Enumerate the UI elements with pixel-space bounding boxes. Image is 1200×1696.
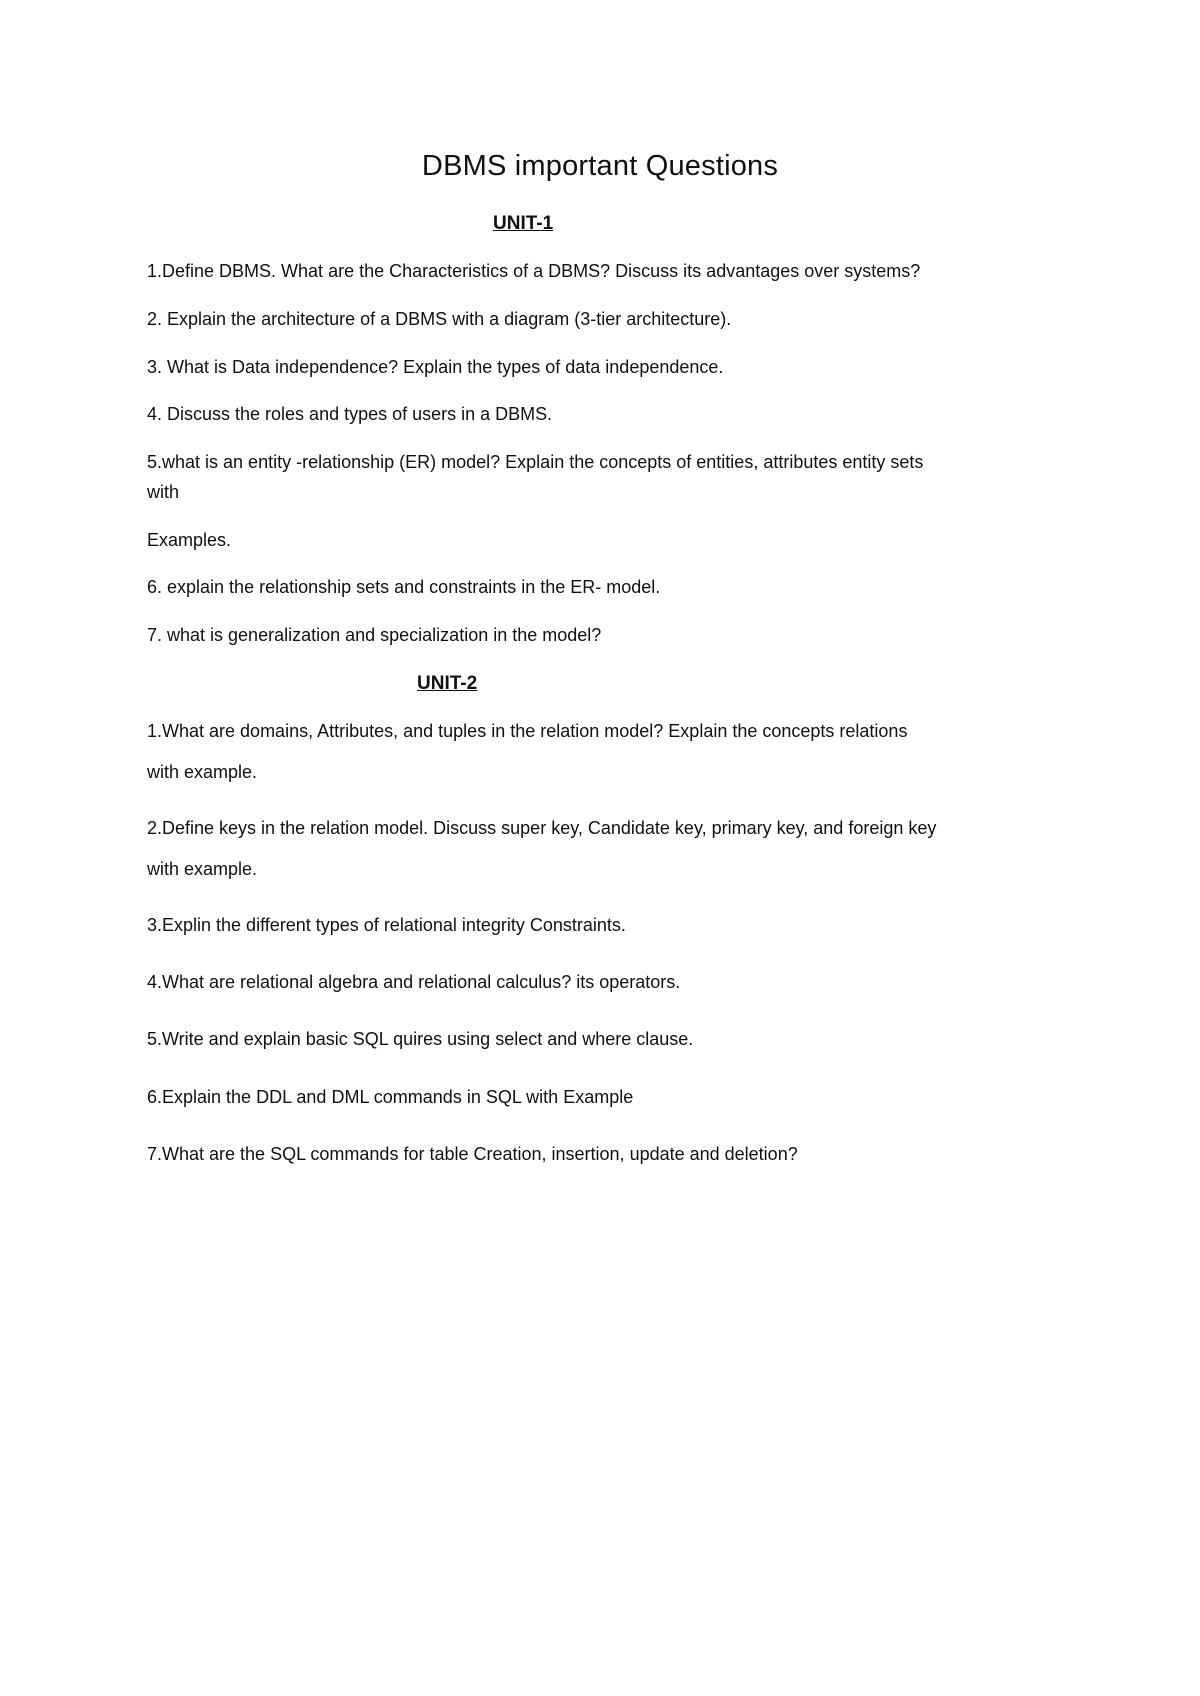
unit-1-question-7: 7. what is generalization and specialization in the model? <box>147 625 602 645</box>
unit-1-question-5-examples: Examples. <box>147 530 232 550</box>
unit-1-question-1: 1.Define DBMS. What are the Characteristics of a DBMS? Discuss its advantages over systems? <box>147 261 921 281</box>
unit-2-question-1: 1.What are domains, Attributes, and tuples in the relation model? Explain the concepts relations <box>147 721 908 741</box>
unit-2-question-2-continued: with example. <box>147 859 258 879</box>
unit-2-question-2: 2.Define keys in the relation model. Discuss super key, Candidate key, primary key, and foreign key <box>147 818 937 838</box>
document-title: DBMS important Questions <box>421 150 779 182</box>
unit-1-question-3: 3. What is Data independence? Explain the types of data independence. <box>147 357 724 377</box>
unit-2-question-1-continued: with example. <box>147 762 258 782</box>
unit-1-heading: UNIT-1 <box>493 213 554 234</box>
unit-2-question-3: 3.Explin the different types of relational integrity Constraints. <box>147 915 626 935</box>
unit-1-question-5-continued: with <box>147 482 180 502</box>
unit-1-question-4: 4. Discuss the roles and types of users in a DBMS. <box>147 404 553 424</box>
unit-1-question-5: 5.what is an entity -relationship (ER) model? Explain the concepts of entities, attributes entity sets <box>147 452 924 472</box>
unit-2-question-7: 7.What are the SQL commands for table Creation, insertion, update and deletion? <box>147 1144 798 1164</box>
unit-1-question-2: 2. Explain the architecture of a DBMS with a diagram (3-tier architecture). <box>147 309 732 329</box>
unit-2-question-6: 6.Explain the DDL and DML commands in SQL with Example <box>147 1087 634 1107</box>
unit-2-question-4: 4.What are relational algebra and relational calculus? its operators. <box>147 972 681 992</box>
unit-2-heading: UNIT-2 <box>417 673 478 694</box>
unit-2-question-5: 5.Write and explain basic SQL quires using select and where clause. <box>147 1029 694 1049</box>
unit-1-question-6: 6. explain the relationship sets and constraints in the ER- model. <box>147 577 661 597</box>
